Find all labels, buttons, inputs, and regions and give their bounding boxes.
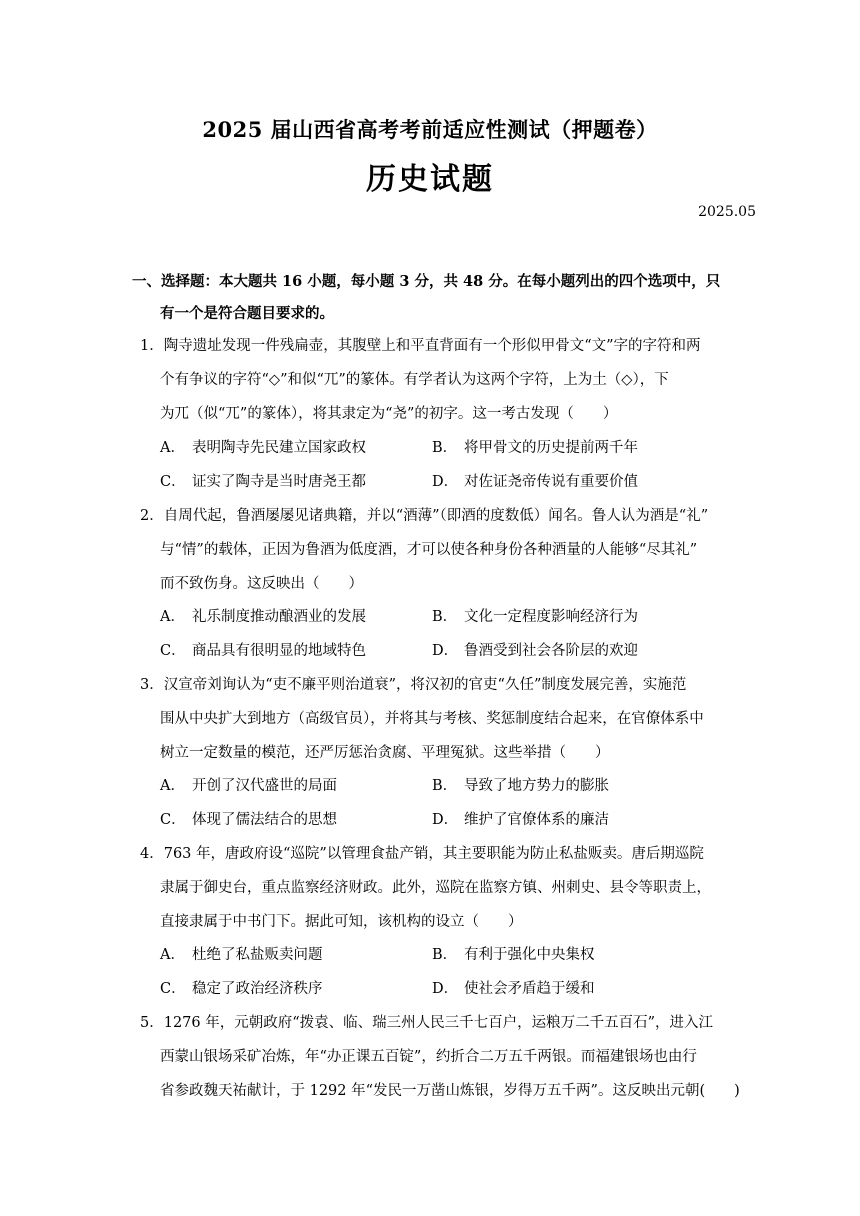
- question-stem-line: 与“情”的载体，正因为鲁酒为低度酒，才可以使各种身份各种酒量的人能够“尽其礼”: [160, 542, 698, 558]
- question-stem-line: 2．自周代起，鲁酒屡屡见诸典籍，并以“酒薄”（即酒的度数低）闻名。鲁人认为酒是“礼”: [140, 508, 709, 524]
- option-c[interactable]: C． 证实了陶寺是当时唐尧王都: [160, 474, 366, 490]
- question-2: [140, 499, 754, 601]
- option-b[interactable]: B． 将甲骨文的历史提前两千年: [432, 440, 638, 456]
- option-row: [160, 431, 760, 465]
- question-stem-line: 为兀（似“兀”的篆体），将其隶定为“尧”的初字。这一考古发现（ ）: [160, 406, 618, 422]
- option-c[interactable]: C． 稳定了政治经济秩序: [160, 981, 323, 997]
- section-heading-line: 一、选择题：本大题共 16 小题，每小题 3 分，共 48 分。在每小题列出的四个选项中，只: [132, 273, 721, 290]
- question-4: [140, 837, 754, 939]
- option-row: [160, 972, 760, 1006]
- exam-date: 2025.05: [698, 204, 756, 220]
- option-row: [160, 465, 760, 499]
- question-stem-line: 西蒙山银场采矿冶炼，年“办正课五百锭”，约折合二万五千两银。而福建银场也由行: [160, 1049, 697, 1065]
- option-row: [160, 600, 760, 634]
- question-stem-line: 1．陶寺遗址发现一件残扁壶，其腹壁上和平直背面有一个形似甲骨文“文”字的字符和两: [140, 338, 701, 354]
- option-a[interactable]: A． 表明陶寺先民建立国家政权: [160, 440, 366, 456]
- subject-title: 历史试题: [366, 162, 494, 197]
- option-a[interactable]: A． 杜绝了私盐贩卖问题: [160, 947, 323, 963]
- question-5: [140, 1006, 754, 1108]
- option-a[interactable]: A． 礼乐制度推动酿酒业的发展: [160, 609, 366, 625]
- question-1: [140, 329, 754, 431]
- option-row: [160, 938, 760, 972]
- question-stem-line: 隶属于御史台，重点监察经济财政。此外，巡院在监察方镇、州刺史、县令等职责上，: [160, 880, 711, 896]
- question-stem-line: 3．汉宣帝刘询认为“吏不廉平则治道衰”，将汉初的官吏“久任”制度发展完善，实施范: [140, 677, 687, 693]
- question-stem-line: 5．1276 年，元朝政府“拨袁、临、瑞三州人民三千七百户，运粮万二千五百石”，进入江: [140, 1015, 714, 1031]
- option-row: [160, 634, 760, 668]
- option-c[interactable]: C． 商品具有很明显的地域特色: [160, 643, 366, 659]
- option-b[interactable]: B． 文化一定程度影响经济行为: [432, 609, 638, 625]
- question-stem-line: 直接隶属于中书门下。据此可知，该机构的设立（ ）: [160, 914, 523, 930]
- section-heading: [132, 266, 752, 330]
- question-stem-line: 省参政魏天祐献计，于 1292 年“发民一万凿山炼银，岁得万五千两”。这反映出元朝( ): [160, 1083, 740, 1099]
- question-stem-line: 围从中央扩大到地方（高级官员），并将其与考核、奖惩制度结合起来，在官僚体系中: [160, 711, 704, 727]
- question-stem-line: 个有争议的字符“◇”和似“兀”的篆体。有学者认为这两个字符，上为土（◇），下: [160, 372, 669, 388]
- section-heading-line: 有一个是符合题目要求的。: [160, 305, 334, 322]
- question-stem-line: 而不致伤身。这反映出（ ）: [160, 576, 363, 592]
- exam-title: 2025 届山西省高考考前适应性测试（押题卷）: [202, 117, 658, 142]
- option-b[interactable]: B． 有利于强化中央集权: [432, 947, 595, 963]
- option-a[interactable]: A． 开创了汉代盛世的局面: [160, 778, 337, 794]
- option-row: [160, 769, 760, 803]
- question-stem-line: 树立一定数量的模范，还严厉惩治贪腐、平理冤狱。这些举措（ ）: [160, 745, 610, 761]
- option-c[interactable]: C． 体现了儒法结合的思想: [160, 812, 337, 828]
- question-stem-line: 4．763 年，唐政府设“巡院”以管理食盐产销，其主要职能为防止私盐贩卖。唐后期巡院: [140, 846, 704, 862]
- question-3: [140, 668, 754, 770]
- option-d[interactable]: D． 使社会矛盾趋于缓和: [432, 981, 595, 997]
- option-d[interactable]: D． 维护了官僚体系的廉洁: [432, 812, 609, 828]
- option-d[interactable]: D． 对佐证尧帝传说有重要价值: [432, 474, 638, 490]
- option-row: [160, 803, 760, 837]
- option-b[interactable]: B． 导致了地方势力的膨胀: [432, 778, 609, 794]
- option-d[interactable]: D． 鲁酒受到社会各阶层的欢迎: [432, 643, 638, 659]
